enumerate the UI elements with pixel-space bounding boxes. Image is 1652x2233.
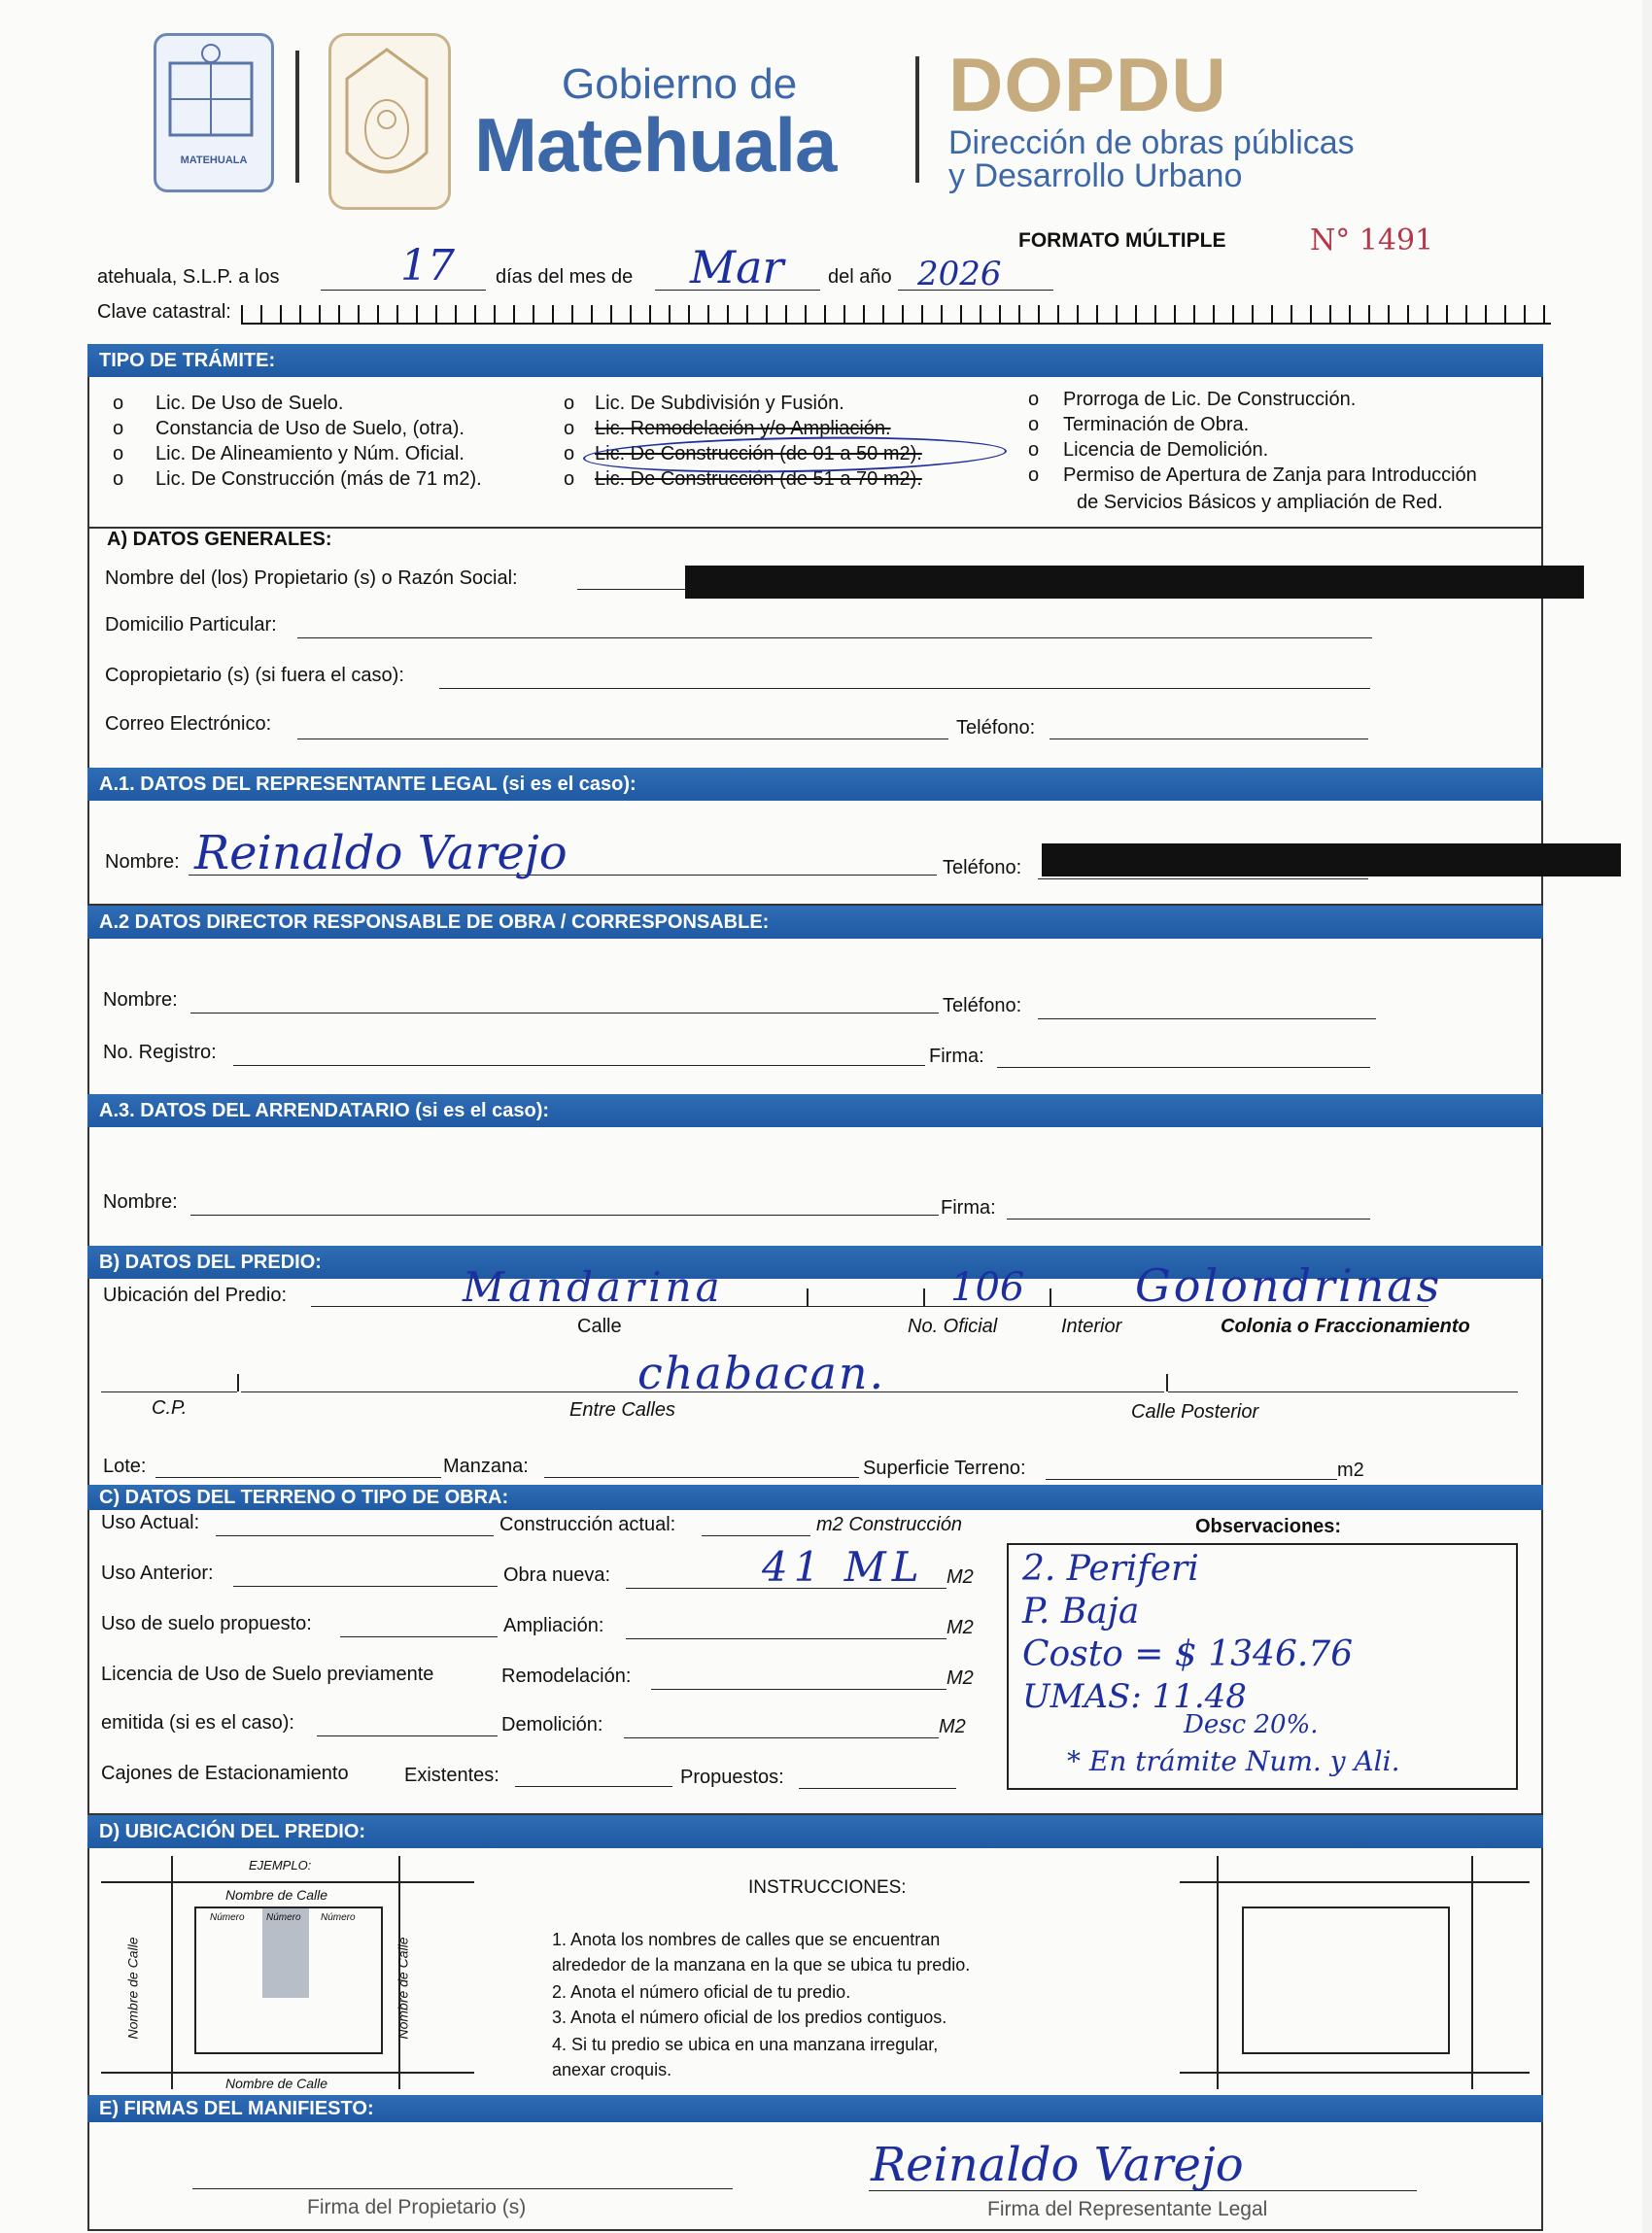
cp-line[interactable] [101, 1391, 237, 1392]
director-registry-line[interactable] [233, 1065, 925, 1066]
location-label: Ubicación del Predio: [103, 1285, 287, 1306]
instruction-line: 3. Anota el número oficial de los predios contiguos. [552, 2008, 947, 2027]
director-name-label: Nombre: [103, 989, 178, 1011]
location-sketch-area[interactable] [1180, 1856, 1530, 2089]
rear-caption: Calle Posterior [1131, 1401, 1259, 1423]
tenant-name-label: Nombre: [103, 1191, 178, 1213]
tenant-section [87, 1127, 1543, 1252]
tramite-option[interactable]: o Lic. De Uso de Suelo. [113, 393, 344, 414]
between-caption: Entre Calles [569, 1399, 675, 1421]
terreno-header: C) DATOS DEL TERRENO O TIPO DE OBRA: [87, 1485, 1543, 1510]
tramite-option[interactable]: o Lic. De Construcción (de 51 a 70 m2). [564, 468, 922, 490]
block-label: Manzana: [443, 1456, 529, 1477]
lot-line[interactable] [155, 1477, 441, 1478]
road-v-left [1217, 1856, 1219, 2089]
demolition-line[interactable] [624, 1737, 939, 1738]
new-work-label: Obra nueva: [503, 1564, 611, 1586]
tramite-option[interactable]: o Lic. De Alineamiento y Núm. Oficial. [113, 443, 465, 464]
street-caption: Calle [577, 1316, 622, 1337]
dopdu-title: DOPDU [948, 42, 1227, 127]
phone-label: Teléfono: [956, 717, 1036, 739]
demolition-unit: M2 [939, 1716, 966, 1737]
director-signature-label: Firma: [929, 1046, 984, 1067]
director-header: A.2 DATOS DIRECTOR RESPONSABLE DE OBRA / CORRESPONSABLE: [87, 906, 1543, 939]
coowner-label: Copropietario (s) (si fuera el caso): [105, 665, 404, 686]
header-divider [295, 51, 299, 183]
previous-use-label: Uso Anterior: [101, 1563, 214, 1584]
example-label: EJEMPLO: [249, 1858, 312, 1872]
address-line[interactable] [297, 637, 1372, 638]
tramite-header: TIPO DE TRÁMITE: [87, 344, 1543, 377]
tramite-option[interactable]: o Prorroga de Lic. De Construcción. [1028, 389, 1357, 410]
matehuala-logo [328, 33, 451, 210]
number-value[interactable]: 106 [950, 1265, 1025, 1310]
existing-label: Existentes: [404, 1765, 499, 1786]
emblem-icon [331, 36, 442, 201]
tenant-signature-line[interactable] [1007, 1219, 1370, 1220]
director-signature-line[interactable] [997, 1067, 1370, 1068]
gov-line1: Gobierno de [562, 60, 798, 108]
street-name-bottom: Nombre de Calle [225, 2076, 328, 2091]
road-h-top [101, 1881, 474, 1883]
extension-unit: M2 [946, 1617, 974, 1638]
between-value[interactable]: chabacan. [637, 1347, 886, 1399]
observations-box[interactable] [1007, 1543, 1518, 1790]
rep-phone-redaction [1042, 843, 1621, 876]
observation-line: Desc 20%. [1184, 1710, 1319, 1739]
rep-name-label: Nombre: [105, 851, 180, 873]
remodel-label: Remodelación: [501, 1666, 632, 1687]
instruction-line: anexar croquis. [552, 2060, 672, 2079]
road-h-bottom [1180, 2072, 1530, 2074]
current-construction-label: Construcción actual: [499, 1514, 676, 1535]
road-h-bottom [101, 2072, 474, 2074]
proposed-use-line[interactable] [340, 1636, 498, 1637]
license-line[interactable] [317, 1735, 498, 1736]
rep-phone-label: Teléfono: [943, 857, 1022, 878]
existing-line[interactable] [515, 1786, 672, 1787]
owner-signature-line[interactable] [192, 2188, 733, 2189]
street-name-top: Nombre de Calle [225, 1887, 328, 1903]
year-value[interactable]: 2026 [917, 255, 1002, 293]
folio-number: N° 1491 [1310, 223, 1434, 258]
tick [237, 1374, 239, 1391]
tick [1050, 1288, 1051, 1306]
general-title: A) DATOS GENERALES: [107, 529, 332, 550]
tenant-name-line[interactable] [190, 1215, 939, 1216]
tenant-signature-label: Firma: [941, 1197, 996, 1219]
dept-line2: y Desarrollo Urbano [948, 157, 1243, 194]
tramite-option-continuation: de Servicios Básicos y ampliación de Red. [1077, 492, 1443, 513]
area-label: Superficie Terreno: [863, 1458, 1026, 1479]
address-label: Domicilio Particular: [105, 614, 277, 636]
current-construction-unit: m2 Construcción [816, 1514, 963, 1535]
general-section [87, 527, 1543, 770]
demolition-label: Demolición: [501, 1714, 603, 1735]
email-label: Correo Electrónico: [105, 713, 272, 735]
colony-caption: Colonia o Fraccionamiento [1221, 1316, 1470, 1337]
days-label: días del mes de [496, 266, 634, 288]
rep-name-value[interactable]: Reinaldo Varejo [194, 826, 568, 880]
license-label-1: Licencia de Uso de Suelo previamente [101, 1664, 434, 1685]
rep-signature-label: Firma del Representante Legal [987, 2198, 1268, 2220]
month-value[interactable]: Mar [690, 241, 784, 293]
observations-label: Observaciones: [1195, 1516, 1342, 1537]
tramite-option[interactable]: o Permiso de Apertura de Zanja para Introducción [1028, 464, 1477, 486]
previous-use-line[interactable] [233, 1586, 498, 1587]
proposed-line[interactable] [799, 1788, 956, 1789]
director-registry-label: No. Registro: [103, 1042, 217, 1063]
interior-caption: Interior [1061, 1316, 1122, 1337]
parking-label: Cajones de Estacionamiento [101, 1763, 349, 1784]
owner-redaction [685, 566, 1584, 599]
brand-divider [915, 56, 919, 183]
director-phone-label: Teléfono: [943, 995, 1022, 1016]
gov-line2: Matehuala [474, 102, 837, 188]
cadastral-label: Clave catastral: [97, 301, 231, 323]
number-caption: No. Oficial [908, 1316, 998, 1337]
dept-line1: Dirección de obras públicas [948, 124, 1355, 161]
number-label: Número [266, 1912, 301, 1923]
legal-rep-header: A.1. DATOS DEL REPRESENTANTE LEGAL (si es el caso): [87, 768, 1543, 801]
new-work-value[interactable]: 41 ML [762, 1543, 925, 1591]
observation-line: P. Baja [1022, 1592, 1140, 1632]
firmas-header: E) FIRMAS DEL MANIFIESTO: [87, 2095, 1543, 2122]
owner-signature-label: Firma del Propietario (s) [307, 2196, 527, 2218]
current-use-line[interactable] [216, 1535, 494, 1536]
license-label-2: emitida (si es el caso): [101, 1712, 294, 1734]
example-diagram [101, 1856, 474, 2089]
tramite-option[interactable]: o Lic. De Construcción (más de 71 m2). [113, 468, 482, 490]
tick [923, 1288, 925, 1306]
block-outline [1242, 1907, 1450, 2054]
predio-header: B) DATOS DEL PREDIO: [87, 1246, 1543, 1279]
instructions-title: INSTRUCCIONES: [748, 1877, 907, 1898]
coowner-line[interactable] [439, 688, 1370, 689]
tramite-option-selected[interactable]: o Lic. De Construcción (de 01 a 50 m2). [564, 443, 922, 464]
rear-line[interactable] [1168, 1391, 1518, 1392]
observation-line: 2. Periferi [1022, 1549, 1199, 1589]
tramite-option[interactable]: o Terminación de Obra. [1028, 414, 1250, 435]
tramite-option[interactable]: o Lic. Remodelación y/o Ampliación. [564, 418, 891, 439]
area-unit: m2 [1337, 1460, 1364, 1481]
lot-label: Lote: [103, 1456, 147, 1477]
tick [807, 1288, 809, 1306]
cadastral-grid[interactable] [241, 305, 1551, 325]
tramite-option[interactable]: o Constancia de Uso de Suelo, (otra). [113, 418, 465, 439]
form-title: FORMATO MÚLTIPLE [1018, 229, 1226, 252]
instruction-line: 4. Si tu predio se ubica en una manzana irregular, [552, 2035, 939, 2054]
tenant-header: A.3. DATOS DEL ARRENDATARIO (si es el caso): [87, 1094, 1543, 1127]
tramite-option[interactable]: o Licencia de Demolición. [1028, 439, 1269, 461]
year-label: del año [828, 266, 892, 288]
road-v-right [1471, 1856, 1473, 2089]
street-name-left: Nombre de Calle [124, 1937, 141, 2040]
road-v-left [171, 1856, 173, 2089]
proposed-label: Propuestos: [680, 1767, 784, 1788]
extension-label: Ampliación: [503, 1615, 604, 1636]
tick [1166, 1374, 1168, 1391]
street-name-right: Nombre de Calle [395, 1937, 411, 2040]
city-seal [154, 33, 274, 192]
street-value[interactable]: Mandarina [463, 1263, 724, 1311]
ubicacion-header: D) UBICACIÓN DEL PREDIO: [87, 1815, 1543, 1848]
number-label: Número [321, 1912, 356, 1923]
instruction-line: 2. Anota el número oficial de tu predio. [552, 1982, 851, 2002]
road-h-top [1180, 1881, 1530, 1883]
area-line[interactable] [1046, 1479, 1337, 1480]
colony-value[interactable]: Golondrinas [1135, 1259, 1443, 1312]
observation-line: * En trámite Num. y Ali. [1067, 1745, 1400, 1777]
remodel-unit: M2 [946, 1667, 974, 1689]
extension-line[interactable] [626, 1638, 946, 1639]
observation-line: UMAS: 11.48 [1022, 1677, 1247, 1716]
seal-text: MATEHUALA [180, 155, 248, 166]
proposed-use-label: Uso de suelo propuesto: [101, 1613, 312, 1634]
firmas-section [87, 2122, 1543, 2231]
block-line[interactable] [544, 1477, 859, 1478]
rep-signature-value[interactable]: Reinaldo Varejo [871, 2138, 1244, 2192]
remodel-line[interactable] [651, 1689, 946, 1690]
observation-line: Costo = $ 1346.76 [1022, 1634, 1354, 1674]
cp-caption: C.P. [152, 1397, 188, 1419]
instruction-line: alrededor de la manzana en la que se ubica tu predio. [552, 1955, 971, 1975]
rep-phone-line[interactable] [1038, 878, 1368, 879]
tramite-option[interactable]: o Lic. De Subdivisión y Fusión. [564, 393, 844, 414]
current-use-label: Uso Actual: [101, 1512, 200, 1533]
date-prefix: atehuala, S.L.P. a los [97, 266, 280, 288]
instruction-line: 1. Anota los nombres de calles que se encuentran [552, 1930, 941, 1949]
number-label: Número [210, 1912, 245, 1923]
new-work-unit: M2 [946, 1566, 974, 1588]
director-phone-line[interactable] [1038, 1018, 1376, 1019]
current-construction-line[interactable] [702, 1535, 810, 1536]
day-value[interactable]: 17 [400, 241, 455, 291]
owner-label: Nombre del (los) Propietario (s) o Razón Social: [105, 567, 518, 589]
